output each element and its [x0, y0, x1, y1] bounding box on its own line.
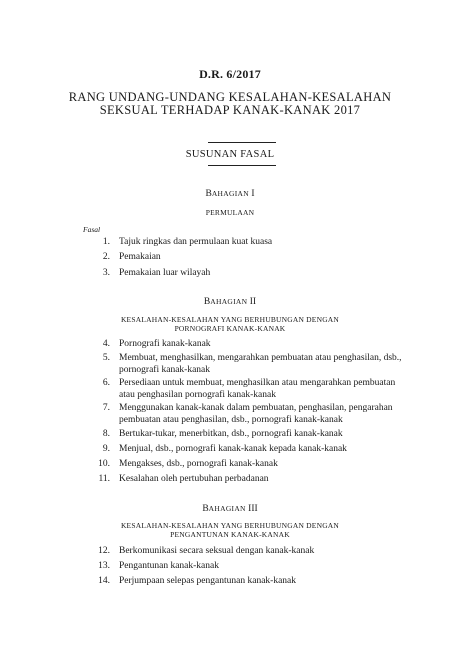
part-title: [0, 208, 460, 217]
section-title: [119, 268, 404, 280]
section-title-line: Membuat, menghasilkan, mengarahkan pembuatan atau penghasilan, dsb.,: [119, 353, 402, 363]
section-number: 5.: [102, 353, 110, 363]
heading-rule-bottom: [208, 165, 276, 166]
section-title: [119, 561, 404, 573]
section-title-line: Tajuk ringkas dan permulaan kuat kuasa: [119, 237, 273, 247]
part-label-initial: B: [205, 189, 212, 199]
section-number: 3.: [102, 268, 110, 278]
section-number: 4.: [102, 339, 110, 349]
section-title-line: Persediaan untuk membuat, menghasilkan atau mengarahkan pembuatan: [119, 378, 396, 388]
section-title: [119, 403, 404, 426]
section-title-line: atau penghasilan pornografi kanak-kanak: [119, 389, 276, 400]
part-title-line-2: PENGANTUNAN KANAK-KANAK: [170, 530, 290, 539]
part-numeral: III: [248, 504, 258, 514]
part-label: [0, 504, 460, 514]
section-number: 6.: [102, 378, 110, 388]
section-number: 10.: [98, 459, 110, 469]
section-title-line: Kesalahan oleh pertubuhan perbadanan: [119, 474, 269, 484]
section-title: [119, 429, 404, 441]
bill-number: D.R. 6/2017: [199, 67, 261, 81]
act-title-line-1: RANG UNDANG-UNDANG KESALAHAN-KESALAHAN: [68, 90, 392, 104]
section-title: [119, 353, 404, 376]
part-title-line-2: PORNOGRAFI KANAK-KANAK: [174, 324, 286, 333]
section-number: 2.: [102, 252, 110, 262]
section-title-line: pornografi kanak-kanak: [119, 364, 211, 375]
section-title-line: Pemakaian: [119, 252, 161, 262]
part-label: [0, 297, 460, 307]
section-number: 8.: [102, 429, 110, 439]
section-title: [119, 444, 404, 456]
section-title-line: Menggunakan kanak-kanak dalam pembuatan, penghasilan, pengarahan: [119, 403, 393, 413]
section-title: [119, 474, 404, 486]
section-title: [119, 378, 404, 401]
part-label-rest: AHAGIAN: [210, 297, 248, 306]
section-number: 12.: [98, 546, 110, 556]
part-label: [0, 189, 460, 199]
section-number: 7.: [102, 403, 110, 413]
section-number: 9.: [102, 444, 110, 454]
part-title-line-1: KESALAHAN-KESALAHAN YANG BERHUBUNGAN DENGAN: [120, 521, 340, 530]
part-label-initial: B: [202, 504, 209, 514]
section-number: 14.: [98, 576, 110, 586]
act-title-line-2: SEKSUAL TERHADAP KANAK-KANAK 2017: [99, 103, 361, 117]
part-title-line-1: KESALAHAN-KESALAHAN YANG BERHUBUNGAN DENGAN: [120, 315, 340, 324]
part-label-rest: AHAGIAN: [211, 189, 249, 198]
part-numeral: I: [251, 189, 255, 199]
contents-heading: SUSUNAN FASAL: [185, 149, 275, 160]
section-number: 13.: [98, 561, 110, 571]
section-title-line: Bertukar-tukar, menerbitkan, dsb., pornografi kanak-kanak: [119, 429, 343, 439]
section-title-line: Menjual, dsb., pornografi kanak-kanak kepada kanak-kanak: [119, 444, 347, 454]
section-title-line: Pemakaian luar wilayah: [119, 268, 211, 278]
section-title-line: Berkomunikasi secara seksual dengan kanak-kanak: [119, 546, 315, 556]
section-title: [119, 546, 404, 558]
fasal-label: Fasal: [83, 225, 101, 234]
section-title-line: Perjumpaan selepas pengantunan kanak-kanak: [119, 576, 297, 586]
section-title-line: Mengakses, dsb., pornografi kanak-kanak: [119, 459, 278, 469]
part-label-rest: AHAGIAN: [208, 504, 246, 513]
section-title: [119, 576, 404, 588]
section-title: [119, 237, 404, 249]
act-title: [0, 91, 460, 117]
part-title: [0, 521, 460, 539]
section-title: [119, 459, 404, 471]
section-title-line: pembuatan atau penghasilan, dsb., pornografi kanak-kanak: [119, 414, 343, 425]
part-title: [0, 315, 460, 333]
section-number: 11.: [98, 474, 110, 484]
part-label-initial: B: [203, 297, 211, 307]
section-title-line: Pengantunan kanak-kanak: [119, 561, 219, 571]
section-title-line: Pornografi kanak-kanak: [119, 339, 211, 349]
part-numeral: II: [249, 297, 257, 307]
part-title-line-1: PERMULAAN: [205, 208, 255, 217]
heading-rule-top: [208, 142, 276, 143]
section-title: [119, 339, 404, 351]
section-title: [119, 252, 404, 264]
section-number: 1.: [102, 237, 110, 247]
